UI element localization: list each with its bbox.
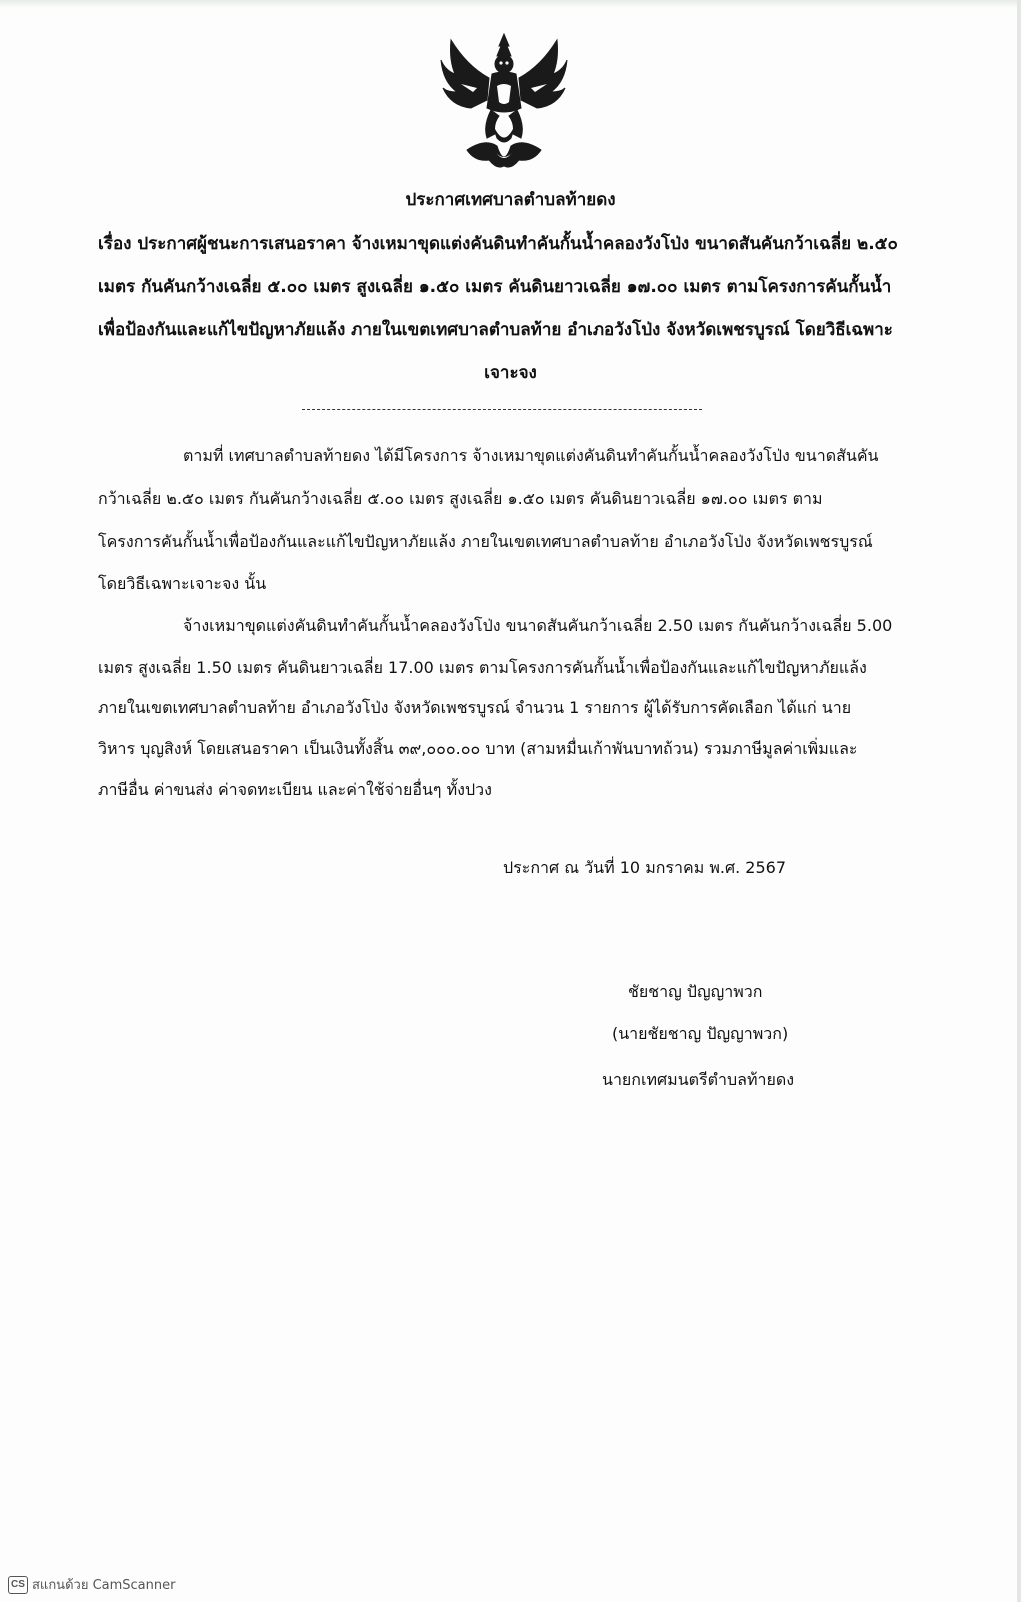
paragraph-line: วิหาร บุญสิงห์ โดยเสนอราคา เป็นเงินทั้งสิ้น ๓๙,๐๐๐.๐๐ บาท (สามหมื่นเก้าพันบาทถ้วน) รวมภาษีมูลค่าเพิ่มและ [98, 739, 858, 758]
scan-edge [0, 0, 1021, 8]
paragraph-line: ภาษีอื่น ค่าขนส่ง ค่าจดทะเบียน และค่าใช้จ่ายอื่นๆ ทั้งปวง [98, 780, 492, 799]
section-divider [302, 409, 702, 410]
signer-position: นายกเทศมนตรีตำบลท้ายดง [602, 1070, 795, 1089]
announcement-date: ประกาศ ณ วันที่ 10 มกราคม พ.ศ. 2567 [503, 858, 787, 877]
camscanner-label: สแกนด้วย CamScanner [32, 1578, 176, 1593]
signature-name: ชัยชาญ ปัญญาพวก [628, 982, 763, 1001]
camscanner-icon: CS [8, 1576, 28, 1594]
paragraph-line: ตามที่ เทศบาลตำบลท้ายดง ได้มีโครงการ จ้างเหมาขุดแต่งคันดินทำคันกั้นน้ำคลองวังโป่ง ขนาดสันคัน [183, 446, 879, 465]
paragraph-line: กว้าเฉลี่ย ๒.๕๐ เมตร กันคันกว้างเฉลี่ย ๕.๐๐ เมตร สูงเฉลี่ย ๑.๕๐ เมตร คันดินยาวเฉลี่ย ๑๗.๐๐ เมตร ตาม [98, 489, 823, 508]
paragraph-line: เมตร สูงเฉลี่ย 1.50 เมตร คันดินยาวเฉลี่ย 17.00 เมตร ตามโครงการคันกั้นน้ำเพื่อป้องกันและแก้ไขปัญหาภัยแล้ง [98, 658, 867, 677]
paragraph-line: โดยวิธีเฉพาะเจาะจง นั้น [98, 574, 267, 593]
subject-line: เมตร กันคันกว้างเฉลี่ย ๕.๐๐ เมตร สูงเฉลี่ย ๑.๕๐ เมตร คันดินยาวเฉลี่ย ๑๗.๐๐ เมตร ตามโครงการคันกั้นน้ำ [98, 277, 892, 297]
garuda-emblem-icon [437, 30, 571, 170]
document-title: ประกาศเทศบาลตำบลท้ายดง [405, 190, 616, 210]
subject-line: เรื่อง ประกาศผู้ชนะการเสนอราคา จ้างเหมาขุดแต่งคันดินทำคันกั้นน้ำคลองวังโป่ง ขนาดสันคันกว้าเฉลี่ย ๒.๕๐ [98, 234, 898, 254]
subject-line: เพื่อป้องกันและแก้ไขปัญหาภัยแล้ง ภายในเขตเทศบาลตำบลท้าย อำเภอวังโป่ง จังหวัดเพชรบูรณ์ โดยวิธีเฉพาะ [98, 320, 893, 340]
subject-line: เจาะจง [484, 363, 537, 383]
camscanner-watermark [8, 1574, 175, 1595]
scan-edge-right [1017, 0, 1021, 1602]
paragraph-line: จ้างเหมาขุดแต่งคันดินทำคันกั้นน้ำคลองวังโป่ง ขนาดสันคันกว้าเฉลี่ย 2.50 เมตร กันคันกว้างเฉลี่ย 5.00 [183, 616, 893, 635]
printed-name: (นายชัยชาญ ปัญญาพวก) [612, 1024, 789, 1043]
paragraph-line: โครงการคันกั้นน้ำเพื่อป้องกันและแก้ไขปัญหาภัยแล้ง ภายในเขตเทศบาลตำบลท้าย อำเภอวังโป่ง จังหวัดเพชรบูรณ์ [98, 532, 873, 551]
paragraph-line: ภายในเขตเทศบาลตำบลท้าย อำเภอวังโป่ง จังหวัดเพชรบูรณ์ จำนวน 1 รายการ ผู้ได้รับการคัดเลือก ได้แก่ นาย [98, 698, 852, 717]
